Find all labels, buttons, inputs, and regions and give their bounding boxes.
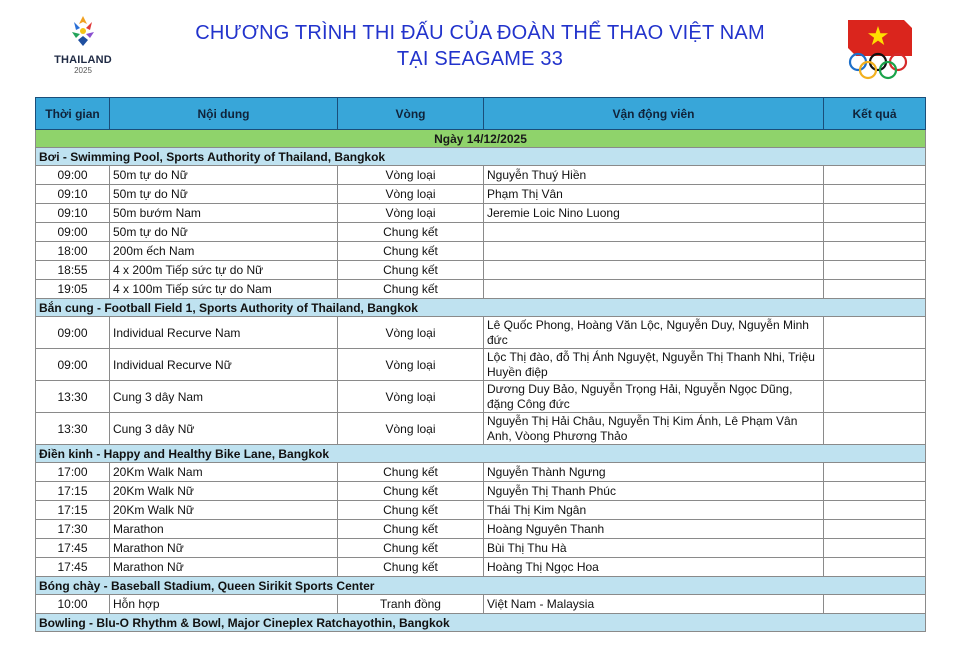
time-cell: 17:30 bbox=[36, 520, 110, 539]
title-line-1: CHƯƠNG TRÌNH THI ĐẤU CỦA ĐOÀN THỂ THAO VIỆT NAM bbox=[195, 22, 765, 44]
time-cell: 13:30 bbox=[36, 381, 110, 413]
vietnam-flag-olympic-rings-icon bbox=[842, 18, 914, 84]
venue-label: Bơi - Swimming Pool, Sports Authority of Thailand, Bangkok bbox=[36, 148, 926, 166]
event-cell: 200m ếch Nam bbox=[110, 242, 338, 261]
time-cell: 09:10 bbox=[36, 204, 110, 223]
event-cell: Marathon Nữ bbox=[110, 539, 338, 558]
event-cell: Individual Recurve Nữ bbox=[110, 349, 338, 381]
result-cell bbox=[824, 501, 926, 520]
round-cell: Chung kết bbox=[338, 223, 484, 242]
time-cell: 09:00 bbox=[36, 223, 110, 242]
logo-country-text: THAILAND bbox=[54, 54, 112, 66]
event-cell: 50m tự do Nữ bbox=[110, 223, 338, 242]
table-row bbox=[36, 349, 926, 381]
column-header-result: Kết quả bbox=[824, 98, 926, 130]
athletes-cell: Nguyễn Thị Hải Châu, Nguyễn Thị Kim Ánh, Lê Phạm Vân Anh, Vòong Phương Thảo bbox=[484, 413, 824, 445]
result-cell bbox=[824, 558, 926, 577]
time-cell: 17:15 bbox=[36, 501, 110, 520]
athletes-cell: Thái Thị Kim Ngân bbox=[484, 501, 824, 520]
result-cell bbox=[824, 349, 926, 381]
time-cell: 09:00 bbox=[36, 166, 110, 185]
round-cell: Chung kết bbox=[338, 463, 484, 482]
event-cell: 4 x 100m Tiếp sức tự do Nam bbox=[110, 280, 338, 299]
table-row bbox=[36, 463, 926, 482]
athletes-cell bbox=[484, 261, 824, 280]
venue-label: Bowling - Blu-O Rhythm & Bowl, Major Cineplex Ratchayothin, Bangkok bbox=[36, 614, 926, 632]
athletes-cell: Lê Quốc Phong, Hoàng Văn Lộc, Nguyễn Duy, Nguyễn Minh đức bbox=[484, 317, 824, 349]
athletes-cell: Nguyễn Thành Ngưng bbox=[484, 463, 824, 482]
venue-row bbox=[36, 614, 926, 632]
athletes-cell bbox=[484, 223, 824, 242]
result-cell bbox=[824, 242, 926, 261]
table-row bbox=[36, 261, 926, 280]
athletes-cell: Dương Duy Bảo, Nguyễn Trọng Hải, Nguyễn Ngọc Dũng, đặng Công đức bbox=[484, 381, 824, 413]
table-row bbox=[36, 501, 926, 520]
event-cell: 20Km Walk Nam bbox=[110, 463, 338, 482]
time-cell: 17:45 bbox=[36, 558, 110, 577]
result-cell bbox=[824, 166, 926, 185]
event-cell: Marathon bbox=[110, 520, 338, 539]
athletes-cell bbox=[484, 242, 824, 261]
table-row bbox=[36, 223, 926, 242]
time-cell: 18:00 bbox=[36, 242, 110, 261]
round-cell: Chung kết bbox=[338, 242, 484, 261]
time-cell: 10:00 bbox=[36, 595, 110, 614]
round-cell: Chung kết bbox=[338, 539, 484, 558]
round-cell: Vòng loại bbox=[338, 166, 484, 185]
event-cell: 4 x 200m Tiếp sức tự do Nữ bbox=[110, 261, 338, 280]
venue-row bbox=[36, 148, 926, 166]
round-cell: Vòng loại bbox=[338, 413, 484, 445]
round-cell: Vòng loại bbox=[338, 204, 484, 223]
round-cell: Chung kết bbox=[338, 558, 484, 577]
result-cell bbox=[824, 280, 926, 299]
logo-year-text: 2025 bbox=[74, 66, 92, 75]
round-cell: Vòng loại bbox=[338, 185, 484, 204]
athletes-cell: Nguyễn Thuý Hiền bbox=[484, 166, 824, 185]
title-line-2: TẠI SEAGAME 33 bbox=[396, 48, 564, 70]
result-cell bbox=[824, 539, 926, 558]
time-cell: 17:45 bbox=[36, 539, 110, 558]
column-header-round: Vòng bbox=[338, 98, 484, 130]
round-cell: Tranh đồng bbox=[338, 595, 484, 614]
table-header-row bbox=[36, 98, 926, 130]
column-header-event: Nội dung bbox=[110, 98, 338, 130]
result-cell bbox=[824, 595, 926, 614]
athletes-cell: Hoàng Nguyên Thanh bbox=[484, 520, 824, 539]
round-cell: Chung kết bbox=[338, 501, 484, 520]
result-cell bbox=[824, 223, 926, 242]
time-cell: 19:05 bbox=[36, 280, 110, 299]
venue-row bbox=[36, 445, 926, 463]
result-cell bbox=[824, 381, 926, 413]
time-cell: 17:00 bbox=[36, 463, 110, 482]
table-row bbox=[36, 166, 926, 185]
table-row bbox=[36, 482, 926, 501]
athletes-cell: Bùi Thị Thu Hà bbox=[484, 539, 824, 558]
athletes-cell bbox=[484, 280, 824, 299]
table-row bbox=[36, 558, 926, 577]
result-cell bbox=[824, 204, 926, 223]
event-cell: 50m tự do Nữ bbox=[110, 166, 338, 185]
round-cell: Chung kết bbox=[338, 520, 484, 539]
table-row bbox=[36, 539, 926, 558]
result-cell bbox=[824, 520, 926, 539]
time-cell: 17:15 bbox=[36, 482, 110, 501]
athletes-cell: Jeremie Loic Nino Luong bbox=[484, 204, 824, 223]
athletes-cell: Hoàng Thị Ngọc Hoa bbox=[484, 558, 824, 577]
athletes-cell: Việt Nam - Malaysia bbox=[484, 595, 824, 614]
round-cell: Vòng loại bbox=[338, 349, 484, 381]
column-header-time: Thời gian bbox=[36, 98, 110, 130]
vietnam-olympic-logo bbox=[842, 18, 914, 84]
day-row bbox=[36, 130, 926, 148]
round-cell: Chung kết bbox=[338, 261, 484, 280]
result-cell bbox=[824, 413, 926, 445]
event-cell: Individual Recurve Nam bbox=[110, 317, 338, 349]
venue-label: Bắn cung - Football Field 1, Sports Authority of Thailand, Bangkok bbox=[36, 299, 926, 317]
venue-label: Điền kinh - Happy and Healthy Bike Lane, Bangkok bbox=[36, 445, 926, 463]
table-row bbox=[36, 185, 926, 204]
venue-row bbox=[36, 299, 926, 317]
seagames-emblem-icon bbox=[66, 14, 100, 52]
result-cell bbox=[824, 463, 926, 482]
table-row bbox=[36, 520, 926, 539]
result-cell bbox=[824, 482, 926, 501]
event-cell: Hỗn hợp bbox=[110, 595, 338, 614]
page-title bbox=[150, 20, 810, 72]
table-row bbox=[36, 280, 926, 299]
round-cell: Chung kết bbox=[338, 280, 484, 299]
time-cell: 09:00 bbox=[36, 317, 110, 349]
venue-row bbox=[36, 577, 926, 595]
result-cell bbox=[824, 261, 926, 280]
time-cell: 09:00 bbox=[36, 349, 110, 381]
column-header-athletes: Vận động viên bbox=[484, 98, 824, 130]
seagames-thailand-logo bbox=[48, 14, 118, 84]
athletes-cell: Lộc Thị đào, đỗ Thị Ánh Nguyệt, Nguyễn Thị Thanh Nhi, Triệu Huyền điệp bbox=[484, 349, 824, 381]
athletes-cell: Phạm Thị Vân bbox=[484, 185, 824, 204]
event-cell: Cung 3 dây Nữ bbox=[110, 413, 338, 445]
schedule-table bbox=[35, 97, 926, 632]
event-cell: Cung 3 dây Nam bbox=[110, 381, 338, 413]
time-cell: 18:55 bbox=[36, 261, 110, 280]
time-cell: 13:30 bbox=[36, 413, 110, 445]
result-cell bbox=[824, 185, 926, 204]
round-cell: Chung kết bbox=[338, 482, 484, 501]
table-row bbox=[36, 317, 926, 349]
event-cell: Marathon Nữ bbox=[110, 558, 338, 577]
table-row bbox=[36, 381, 926, 413]
venue-label: Bóng chày - Baseball Stadium, Queen Sirikit Sports Center bbox=[36, 577, 926, 595]
round-cell: Vòng loại bbox=[338, 381, 484, 413]
round-cell: Vòng loại bbox=[338, 317, 484, 349]
event-cell: 20Km Walk Nữ bbox=[110, 501, 338, 520]
table-row bbox=[36, 413, 926, 445]
table-row bbox=[36, 242, 926, 261]
table-row bbox=[36, 595, 926, 614]
athletes-cell: Nguyễn Thị Thanh Phúc bbox=[484, 482, 824, 501]
event-cell: 20Km Walk Nữ bbox=[110, 482, 338, 501]
day-label: Ngày 14/12/2025 bbox=[36, 130, 926, 148]
event-cell: 50m tự do Nữ bbox=[110, 185, 338, 204]
time-cell: 09:10 bbox=[36, 185, 110, 204]
event-cell: 50m bướm Nam bbox=[110, 204, 338, 223]
table-row bbox=[36, 204, 926, 223]
result-cell bbox=[824, 317, 926, 349]
